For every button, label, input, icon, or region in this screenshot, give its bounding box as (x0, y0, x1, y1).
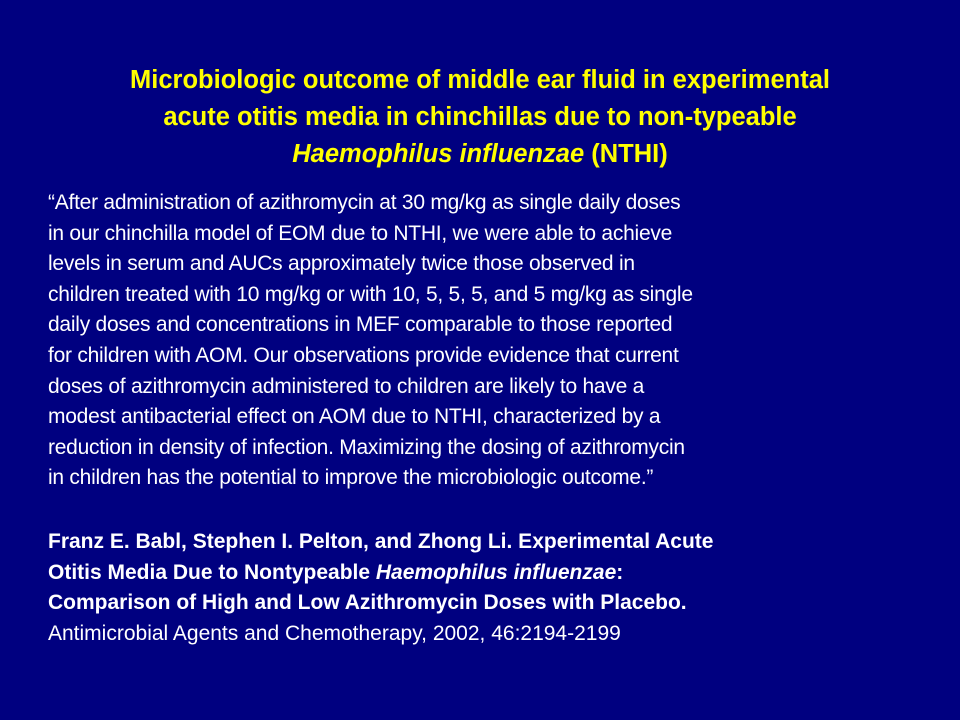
title-organism-name: Haemophilus influenzae (292, 140, 585, 168)
quote-line: “After administration of azithromycin at 30 mg/kg as single daily doses (48, 191, 681, 214)
slide-title (20, 62, 940, 173)
citation-colon: : (616, 560, 624, 584)
quote-line: for children with AOM. Our observations provide evidence that current (48, 343, 679, 367)
citation-block (48, 527, 928, 649)
citation-authors-line: Franz E. Babl, Stephen I. Pelton, and Zhong Li. Experimental Acute (48, 530, 714, 553)
quote-line: reduction in density of infection. Maximizing the dosing of azithromycin (48, 435, 685, 459)
citation-journal-line: Antimicrobial Agents and Chemotherapy, 2002, 46:2194-2199 (48, 621, 621, 645)
quote-line: in our chinchilla model of EOM due to NTHI, we were able to achieve (48, 221, 673, 245)
quote-line: children treated with 10 mg/kg or with 10, 5, 5, 5, and 5 mg/kg as single (48, 282, 693, 306)
quote-block (48, 188, 928, 494)
quote-line: modest antibacterial effect on AOM due to NTHI, characterized by a (48, 405, 661, 429)
quote-line: levels in serum and AUCs approximately twice those observed in (48, 252, 635, 276)
title-abbreviation: (NTHI) (584, 140, 668, 168)
title-line-1: Microbiologic outcome of middle ear fluid in experimental (130, 66, 830, 94)
citation-title-start: Otitis Media Due to Nontypeable (48, 560, 376, 584)
citation-organism-name: Haemophilus influenzae (375, 560, 617, 584)
title-line-2: acute otitis media in chinchillas due to non-typeable (163, 103, 797, 131)
citation-title-line (48, 558, 928, 589)
quote-line: in children has the potential to improve the microbiologic outcome.” (48, 466, 654, 490)
quote-line: doses of azithromycin administered to children are likely to have a (48, 374, 645, 398)
title-line-3 (20, 136, 940, 173)
quote-line: daily doses and concentrations in MEF comparable to those reported (48, 313, 673, 337)
citation-title-end-line: Comparison of High and Low Azithromycin Doses with Placebo. (48, 591, 687, 615)
